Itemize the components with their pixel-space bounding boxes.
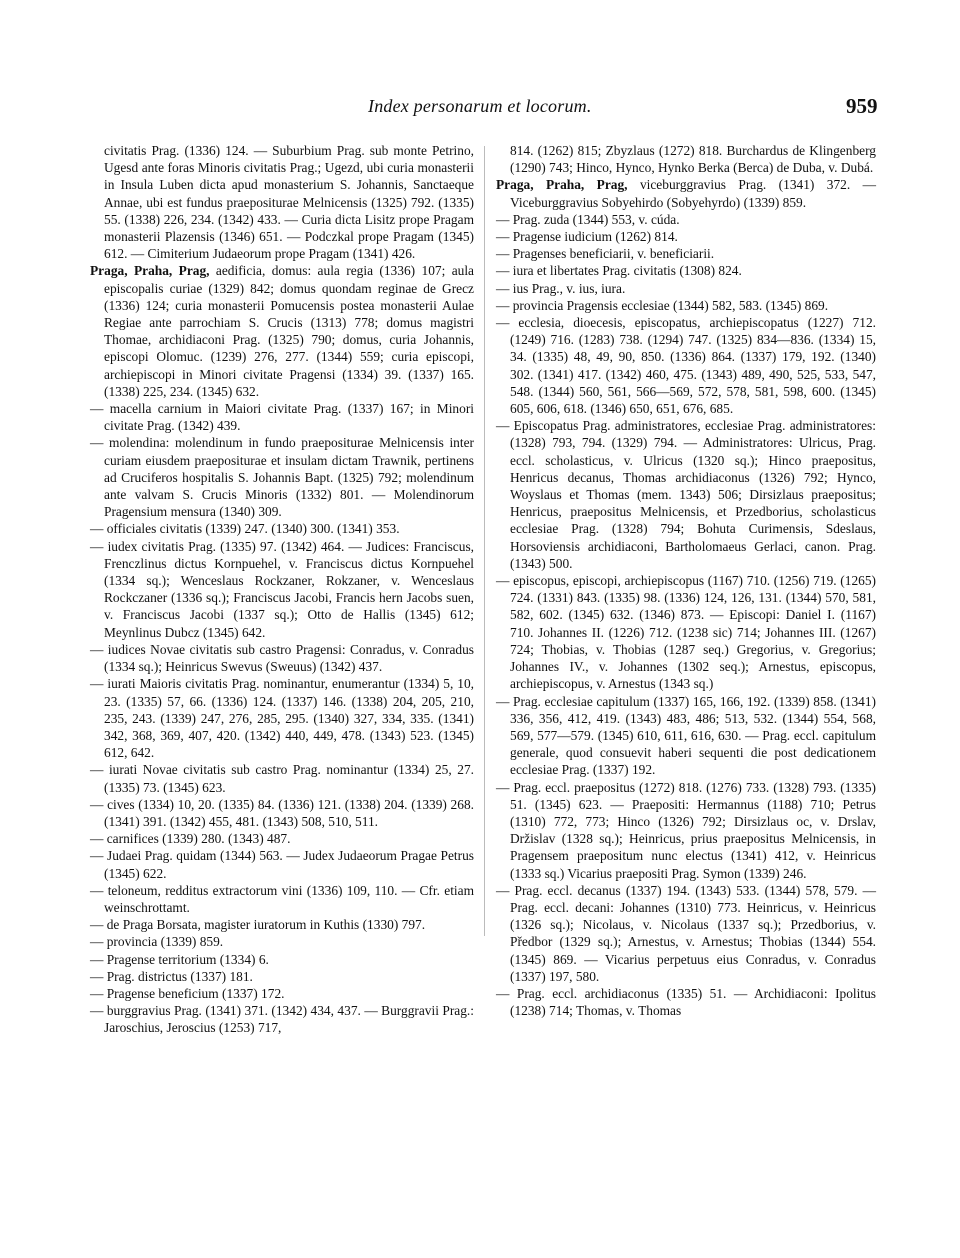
right-column [496, 142, 876, 1019]
index-entry [90, 985, 474, 1002]
entry-text: — ius Prag., v. ius, iura. [496, 280, 626, 296]
entry-text: — Judaei Prag. quidam (1344) 563. — Judex Judaeorum Pragae Petrus (1345) 622. [90, 848, 474, 881]
entry-text: — carnifices (1339) 280. (1343) 487. [90, 831, 291, 847]
index-entry [90, 847, 474, 881]
index-entry [90, 675, 474, 761]
entry-heading: Praga, Praha, Prag, [496, 177, 628, 193]
index-entry [90, 434, 474, 520]
entry-text: — burggravius Prag. (1341) 371. (1342) 434, 437. — Burggravii Prag.: Jaroschius, Jeroscius (1253) 717, [90, 1003, 474, 1036]
index-entry [496, 142, 876, 176]
entry-text: — teloneum, redditus extractorum vini (1336) 109, 110. — Cfr. etiam weinschrottamt. [90, 882, 474, 915]
index-entry [496, 211, 876, 228]
entry-text: — iura et libertates Prag. civitatis (1308) 824. [496, 263, 742, 279]
entry-text: — iurati Maioris civitatis Prag. nominantur, enumerantur (1334) 5, 10, 23. (1335) 57, 66. (1336) 124. (1337) 146. (1338) 204, 205, 210, 235, 243. (1339) 247, 276, 285, 295. (1340) 327, 334, 335. (1341) 342, 368, 369, 407, 420. (1342) 440, 449, 478. (1343) 523. (1345) 612, 642. [90, 676, 474, 761]
entry-text: — Prag. eccl. praepositus (1272) 818. (1276) 733. (1328) 793. (1335) 51. (1345) 623. — Praepositi: Hermannus (1188) 710; Petrus (1310) 772, 773; Hinco (1326) 792; Dirsizlaus oc, v. Drslav, Držislav (1328 sq.); Heinricus, prius praepositus Melnicensis, in Pragensem praepositum nunc electus (1341) 412, v. Heinricus (1333 sq.) Vicarius praepositi Prag. Symon (1339) 246. [496, 779, 876, 881]
entry-text: — iudices Novae civitatis sub castro Pragensi: Conradus, v. Conradus (1334 sq.); Heinricus Swevus (Sweuus) (1342) 437. [90, 641, 474, 675]
entry-text: — iurati Novae civitatis sub castro Prag. nominantur (1334) 25, 27. (1335) 73. (1345) 623. [90, 762, 474, 795]
entry-text: — Pragense territorium (1334) 6. [90, 951, 269, 967]
index-entry [90, 1002, 474, 1036]
index-entry [90, 882, 474, 916]
index-entry [90, 142, 474, 262]
entry-text: — Pragense iudicium (1262) 814. [496, 229, 678, 245]
entry-text: — cives (1334) 10, 20. (1335) 84. (1336) 121. (1338) 204. (1339) 268. (1341) 391. (1342) 455, 481. (1343) 508, 510, 511. [90, 796, 474, 829]
entry-text: — provincia Pragensis ecclesiae (1344) 582, 583. (1345) 869. [496, 297, 829, 313]
entry-text: — officiales civitatis (1339) 247. (1340) 300. (1341) 353. [90, 521, 400, 537]
index-entry [90, 641, 474, 675]
index-entry [90, 262, 474, 400]
entry-text: aedificia, domus: aula regia (1336) 107; aula episcopalis curiae (1329) 842; domus quondam reginae de Grecz (1336) 124; curia monasterii Pomucensis postea monasterii Aulae Regiae ante parrochiam S. Crucis (1313) 778; domus magistri Thomae, archidiaconi Prag. (1325) 790; domus, curia Johannis, episcopi Olomuc. (1239) 276, 277. (1344) 559; curia episcopi, archiepiscopi in Minori civitate Pragensi (1334) 39. (1337) 165. (1338) 225, 234. (1345) 632. [104, 263, 474, 399]
index-entry [90, 916, 474, 933]
index-entry [90, 951, 474, 968]
entry-text: — provincia (1339) 859. [90, 934, 224, 950]
entry-text: — Pragenses beneficiarii, v. beneficiarii. [496, 246, 715, 262]
running-head: Index personarum et locorum. [368, 96, 592, 116]
index-entry [496, 176, 876, 210]
entry-text: — de Praga Borsata, magister iuratorum in Kuthis (1330) 797. [90, 917, 426, 933]
index-entry [90, 400, 474, 434]
entry-text: — molendina: molendinum in fundo praepositurae Melnicensis inter curiam eiusdem praepositurae et insulam dictam Trawnik, pertinens ad Cruciferos hospitalis S. Johannis Bapt. (1325) 792; molendinum ante valvam S. Crucis Minoris (1332) 801. — Molendinorum Pragensium mensura (1340) 309. [90, 435, 474, 520]
entry-text: 814. (1262) 815; Zbyzlaus (1272) 818. Burchardus de Klingenberg (1290) 743; Hinco, Hynco, Hynko Berka (Berca) de Duba, v. Dubá. [510, 143, 876, 176]
index-entry [496, 280, 876, 297]
entry-text: viceburggravius Prag. (1341) 372. — Viceburggravius Sobyehirdo (Sobyehyrdo) (1339) 859. [510, 177, 877, 210]
entry-text: — Episcopatus Prag. administratores, ecclesiae Prag. administratores: (1328) 793, 794. (1329) 794. — Administratores: Ulricus, Prag. eccl. scholasticus, v. Ulricus (1320 sq.); Hinco praepositus, Henricus decanus, Thomas archidiaconus (1326) 792; Hynco, Woyslaus et Thomas (mem. 1343) 506; Dirsizlaus praepositus; Henricus, praepositus Melnicensis, et Przedborius, scholasticus ecclesiae Prag. (1328) 794; Bohuta Curimensis, Sdeslaus, Horsoviensis archidiaconi, Bartholomaeus Gerlaci, canon. Prag. (1343) 500. [496, 418, 876, 571]
index-entry [496, 882, 876, 985]
index-entry [90, 968, 474, 985]
entry-text: — iudex civitatis Prag. (1335) 97. (1342) 464. — Judices: Franciscus, Frenczlinus dictus Kornpuehel, v. Franciscus dictus Kornpuehel (1334 sq.); Wenceslaus Rockzaner, Rokzaner, v. Wenceslaus Rockczaner (1336 sq.); Franciscus Jacobi, Francis hern Jacobs suen, v. Franciscus Jacobi (1337 sq.); Otto de Hallis (1345) 612; Meynlinus Dubcz (1345) 642. [90, 538, 474, 640]
entry-text: — episcopus, episcopi, archiepiscopus (1167) 710. (1256) 719. (1265) 724. (1331) 843. (1335) 98. (1336) 124, 126, 131. (1344) 570, 581, 582, 602. (1345) 632. (1346) 873. — Episcopi: Daniel I. (1167) 710. Johannes II. (1226) 712. (1238 sic) 714; Johannes III. (1267) 724; Thobias, v. Thobias (1287 seq.) Gregorius, v. Gregorius; Johannes IV., v. Johannes (1302 seq.); Arnestus, episcopus, archiepiscopus, v. Arnestus (1343 sq.) [496, 573, 876, 692]
index-entry [496, 985, 876, 1019]
entry-text: civitatis Prag. (1336) 124. — Suburbium Prag. sub monte Petrino, Ugesd ante foras Minoris civitatis Prag.; Ugezd, ubi curia monasterii in Insula Luben dicta apud monasterium S. Johannis, Sanctaeque Annae, ubi est fundus praepositurae Melnicensis (1325) 792. (1335) 55. (1338) 226, 234. (1342) 433. — Curia dicta Lisitz prope Pragam monasterii Plazensis (1346) 651. — Podczkal prope Pragam (1345) 612. — Cimiterium Judaeorum prope Pragam (1341) 426. [104, 143, 474, 262]
entry-text: — Prag. districtus (1337) 181. [90, 968, 253, 984]
column-divider [484, 146, 485, 936]
index-entry [90, 538, 474, 641]
entry-text: — Pragense beneficium (1337) 172. [90, 985, 285, 1001]
index-entry [90, 933, 474, 950]
index-entry [90, 830, 474, 847]
index-entry [496, 245, 876, 262]
entry-text: — Prag. eccl. decanus (1337) 194. (1343) 533. (1344) 578, 579. — Prag. eccl. decani: Johannes (1310) 773. Heinricus, v. Heinricus (1326 sq.); Nicolaus, v. Nicolaus (1337 sq.); Przedborius, v. Předbor (1329 sq.); Arnestus, v. Arnestus; Thobias (1344) 554. (1345) 869. — Vicarius perpetuus eius Conradus, v. Conradus (1337) 197, 580. [496, 882, 876, 984]
index-entry [496, 228, 876, 245]
entry-text: — Prag. zuda (1344) 553, v. cúda. [496, 211, 680, 227]
entry-text: — ecclesia, dioecesis, episcopatus, archiepiscopatus (1227) 712. (1249) 716. (1283) 738. (1294) 747. (1325) 834—836. (1334) 15, 34. (1335) 48, 49, 90, 850. (1336) 864. (1337) 179, 192. (1340) 302. (1341) 417. (1342) 460, 475. (1343) 489, 490, 525, 533, 547, 548. (1344) 560, 561, 566—569, 572, 578, 581, 598, 600. (1345) 605, 606, 618. (1346) 650, 651, 676, 685. [496, 315, 876, 417]
index-entry [496, 314, 876, 417]
index-entry [90, 520, 474, 537]
index-entry [496, 693, 876, 779]
entry-text: — macella carnium in Maiori civitate Prag. (1337) 167; in Minori civitate Prag. (1342) 439. [90, 401, 474, 434]
page-number: 959 [846, 94, 878, 118]
index-entry [496, 262, 876, 279]
index-entry [90, 796, 474, 830]
index-entry [496, 297, 876, 314]
index-entry [496, 572, 876, 692]
index-entry [496, 417, 876, 572]
entry-text: — Prag. ecclesiae capitulum (1337) 165, 166, 192. (1339) 858. (1341) 336, 356, 412, 419. (1343) 483, 486; 513, 532. (1344) 554, 568, 569, 577—579. (1345) 610, 611, 616, 630. — Prag. eccl. capitulum generale, quod consuevit haberi sequenti die post dedicationem ecclesiae Prag. (1337) 192. [496, 693, 876, 778]
index-entry [90, 761, 474, 795]
index-entry [496, 779, 876, 882]
left-column [90, 142, 474, 1037]
entry-text: — Prag. eccl. archidiaconus (1335) 51. — Archidiaconi: Ipolitus (1238) 714; Thomas, v. Thomas [496, 985, 876, 1019]
entry-heading: Praga, Praha, Prag, [90, 263, 210, 279]
